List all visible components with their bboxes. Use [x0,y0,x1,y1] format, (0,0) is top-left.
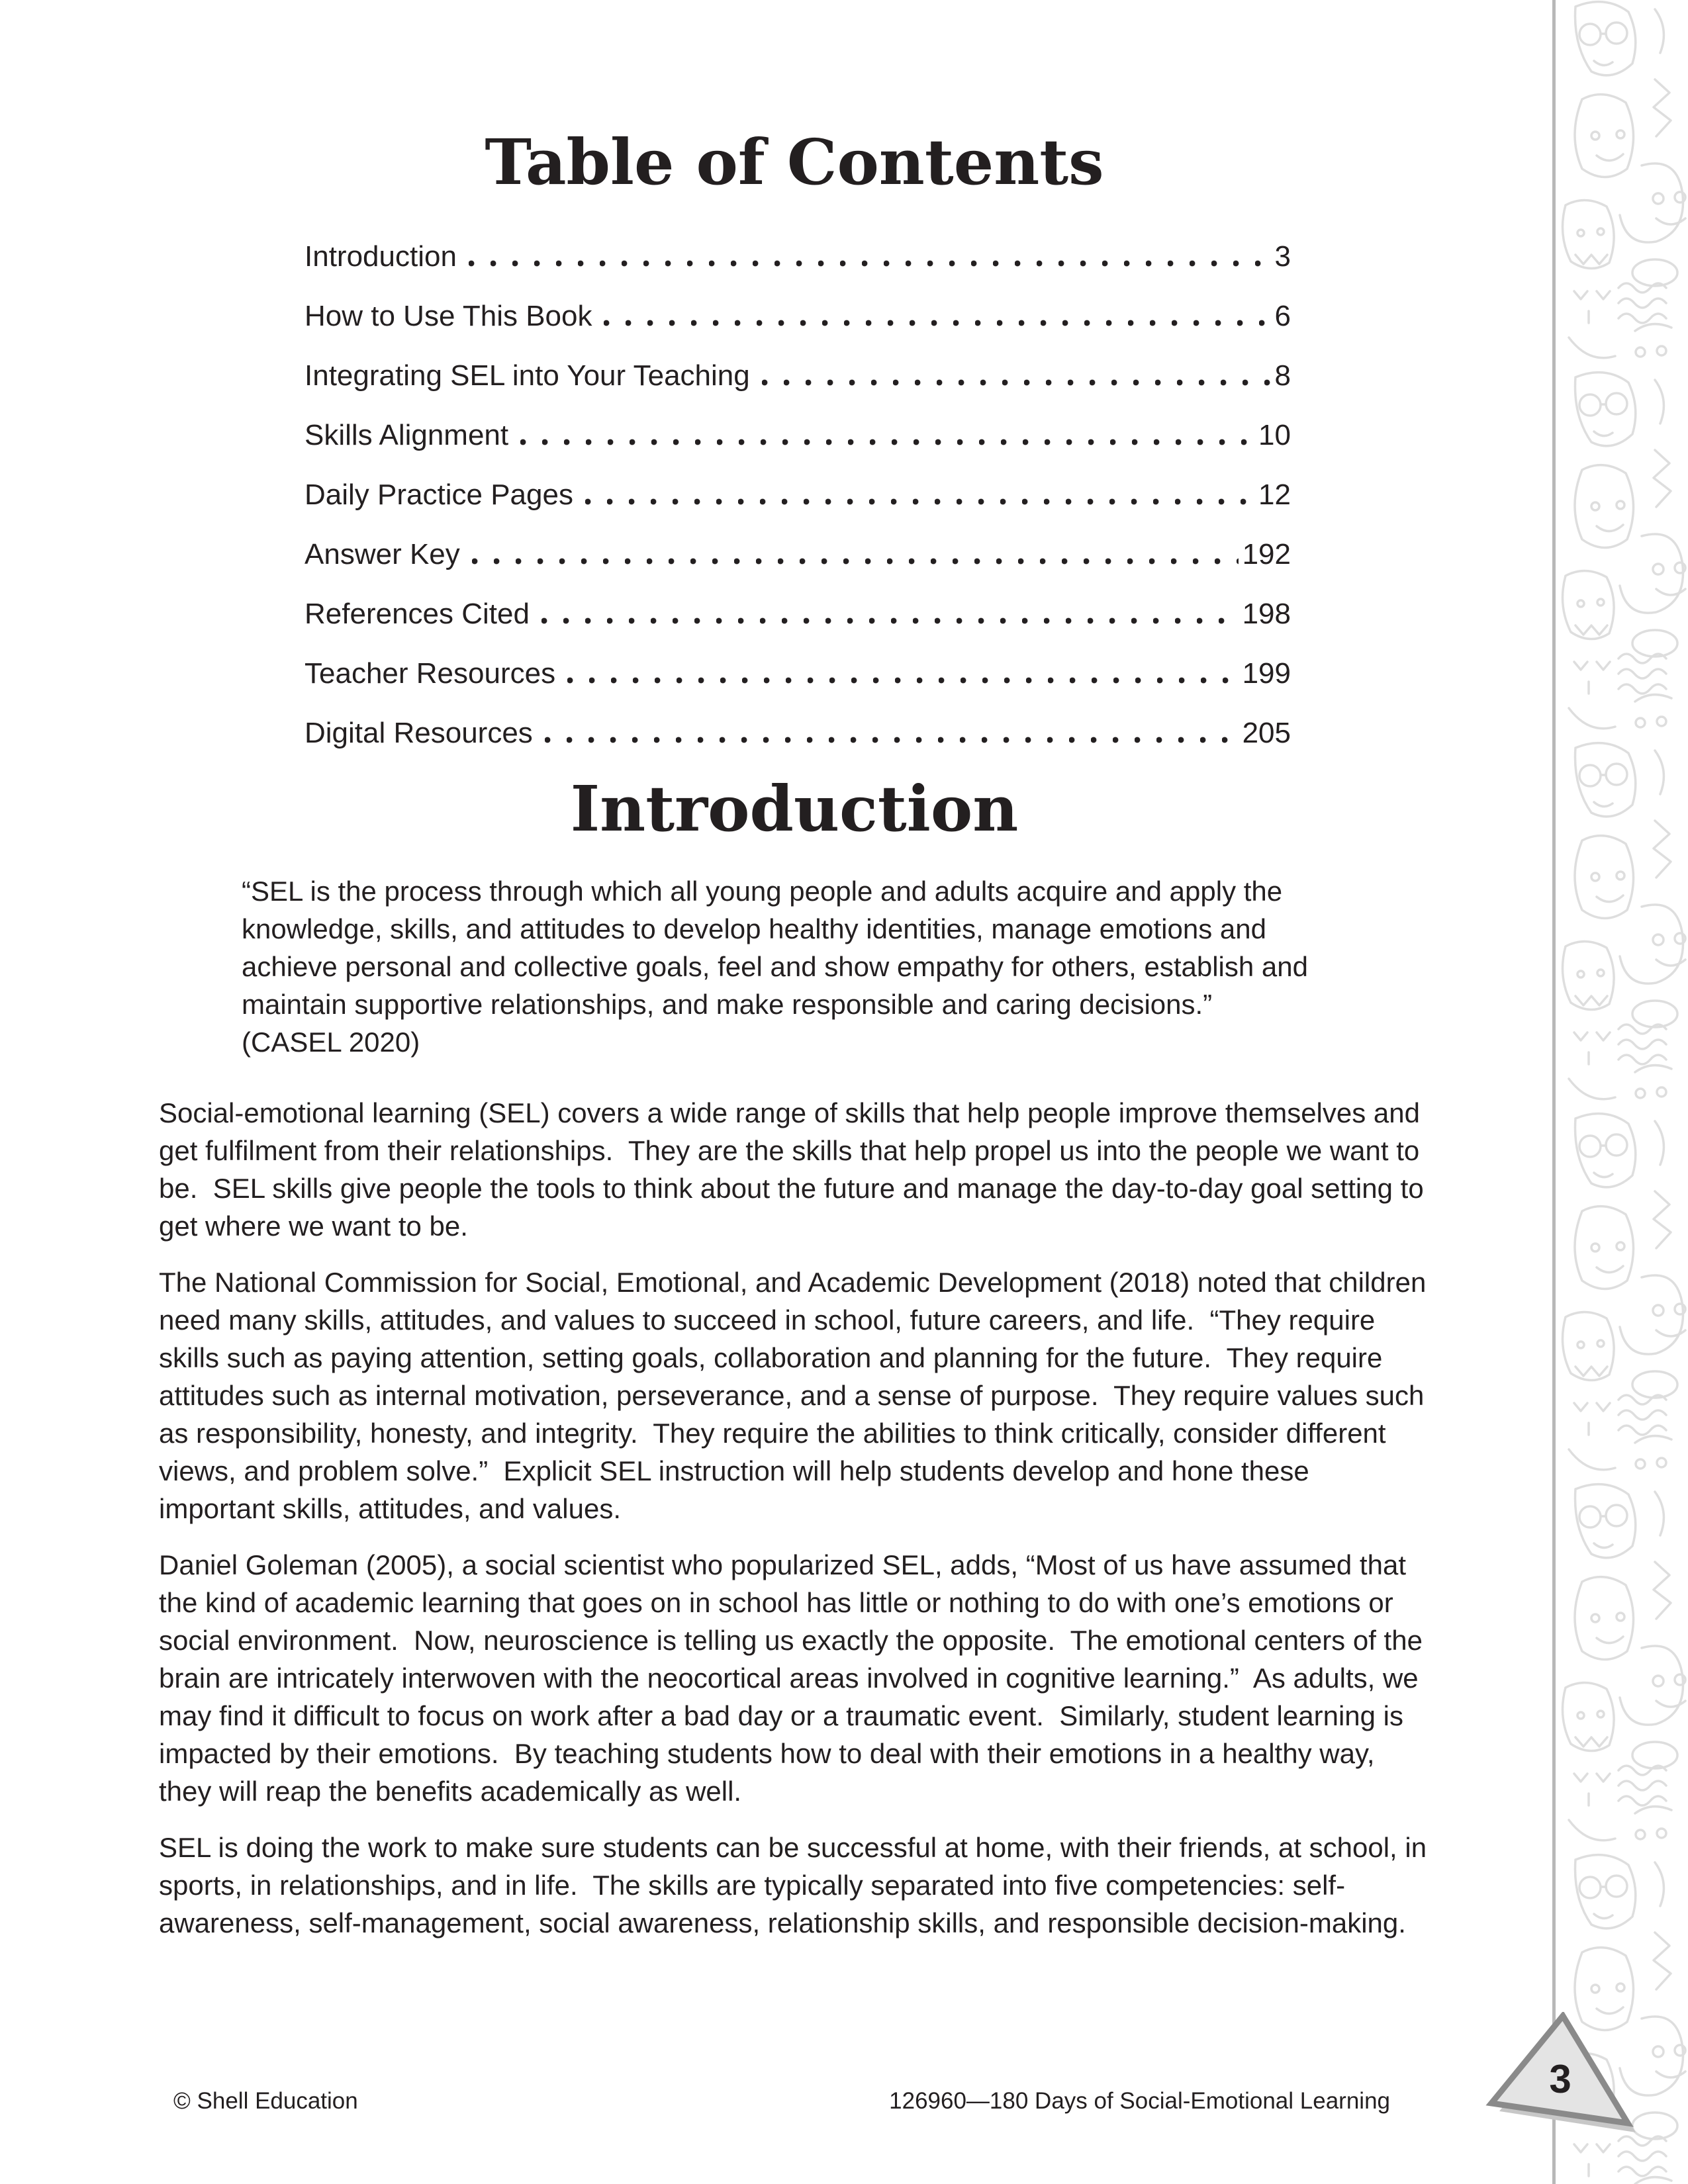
toc-entry-page-number: 3 [1274,240,1291,273]
body-paragraph: The National Commission for Social, Emotional, and Academic Development (2018) noted that children need many skills, attitudes, and values to succeed in school, future careers, and life. “They require skills such as paying attention, setting goals, collaboration and planning for the future. They require attitudes such as internal motivation, perseverance, and a sense of purpose. They require values such as responsibility, honesty, and integrity. They require the abilities to think critically, consider different views, and problem solve.” Explicit SEL instruction will help students develop and hone these important skills, attitudes, and values. [159,1267,1434,1524]
toc-entry [305,480,1291,510]
toc-leader-dots [762,379,1271,387]
body-paragraph: Social-emotional learning (SEL) covers a wide range of skills that help people improve themselves and get fulfilment from their relationships. They are the skills that help propel us into the people we want to be. SEL skills give people the tools to think about the future and manage the day-to-day goal setting to get where we want to be. [159,1097,1432,1242]
toc-entry-label: Daily Practice Pages [305,478,573,511]
introduction-body [159,1094,1434,1942]
toc-entry-label: Answer Key [305,538,460,570]
toc-entry-label: Introduction [305,240,457,273]
toc-leader-dots [541,617,1239,625]
toc-entry [305,420,1291,451]
toc-entry-label: Digital Resources [305,717,533,749]
toc-entry [305,718,1291,749]
toc-entry-page-number: 10 [1258,419,1291,451]
toc-entry-label: Teacher Resources [305,657,556,690]
toc-list [305,242,1291,749]
toc-entry-page-number: 198 [1242,598,1291,630]
toc-leader-dots [567,676,1239,684]
toc-leader-dots [520,438,1254,446]
book-edition: 126960—180 Days of Social-Emotional Learning [889,2088,1390,2114]
copyright-notice: © Shell Education [173,2088,358,2114]
toc-entry-page-number: 6 [1274,300,1291,332]
doodle-border-strip [1552,0,1688,2184]
toc-entry-page-number: 192 [1242,538,1291,570]
toc-entry [305,361,1291,391]
toc-leader-dots [604,319,1270,327]
toc-entry [305,539,1291,570]
toc-leader-dots [545,736,1239,744]
toc-entry [305,301,1291,332]
toc-entry [305,659,1291,689]
toc-entry-page-number: 199 [1242,657,1291,690]
page-footer [173,2088,1390,2115]
toc-leader-dots [472,557,1239,565]
casel-quote: “SEL is the process through which all young people and adults acquire and apply the knowledge, skills, and attitudes to develop healthy identities, manage emotions and achieve personal and collective goals, feel and show empathy for others, establish and maintain supportive relationships, and make responsible and caring decisions.” (CASEL 2020) [242,876,1316,1058]
toc-title: Table of Contents [485,126,1104,199]
body-paragraph: Daniel Goleman (2005), a social scientist who popularized SEL, adds, “Most of us have assumed that the kind of academic learning that goes on in school has little or nothing to do with one’s emotions or social environment. Now, neuroscience is telling us exactly the opposite. The emotional centers of the brain are intricately interwoven with the neocortical areas involved in cognitive learning.” As adults, we may find it difficult to focus on work after a bad day or a traumatic event. Similarly, student learning is impacted by their emotions. By teaching students how to deal with their emotions in a healthy way, they will reap the benefits academically as well. [159,1549,1430,1807]
introduction-heading: Introduction [570,772,1019,846]
toc-entry [305,599,1291,629]
toc-entry-label: Integrating SEL into Your Teaching [305,359,750,392]
toc-entry-page-number: 12 [1258,478,1291,511]
toc-entry-label: References Cited [305,598,530,630]
toc-leader-dots [469,259,1271,267]
toc-entry [305,242,1291,272]
page-content [159,0,1434,1960]
page-number-tab [1478,2012,1637,2151]
toc-entry-page-number: 8 [1274,359,1291,392]
doodle-faces-pattern [1556,0,1688,2184]
toc-entry-label: Skills Alignment [305,419,509,451]
page-number: 3 [1549,2057,1571,2101]
toc-entry-label: How to Use This Book [305,300,592,332]
toc-leader-dots [585,498,1254,506]
toc-entry-page-number: 205 [1242,717,1291,749]
body-paragraph: SEL is doing the work to make sure students can be successful at home, with their friends, at school, in sports, in relationships, and in life. The skills are typically separated into five competencies: self-awareness, self-management, social awareness, relationship skills, and responsible decision-making. [159,1832,1434,1938]
